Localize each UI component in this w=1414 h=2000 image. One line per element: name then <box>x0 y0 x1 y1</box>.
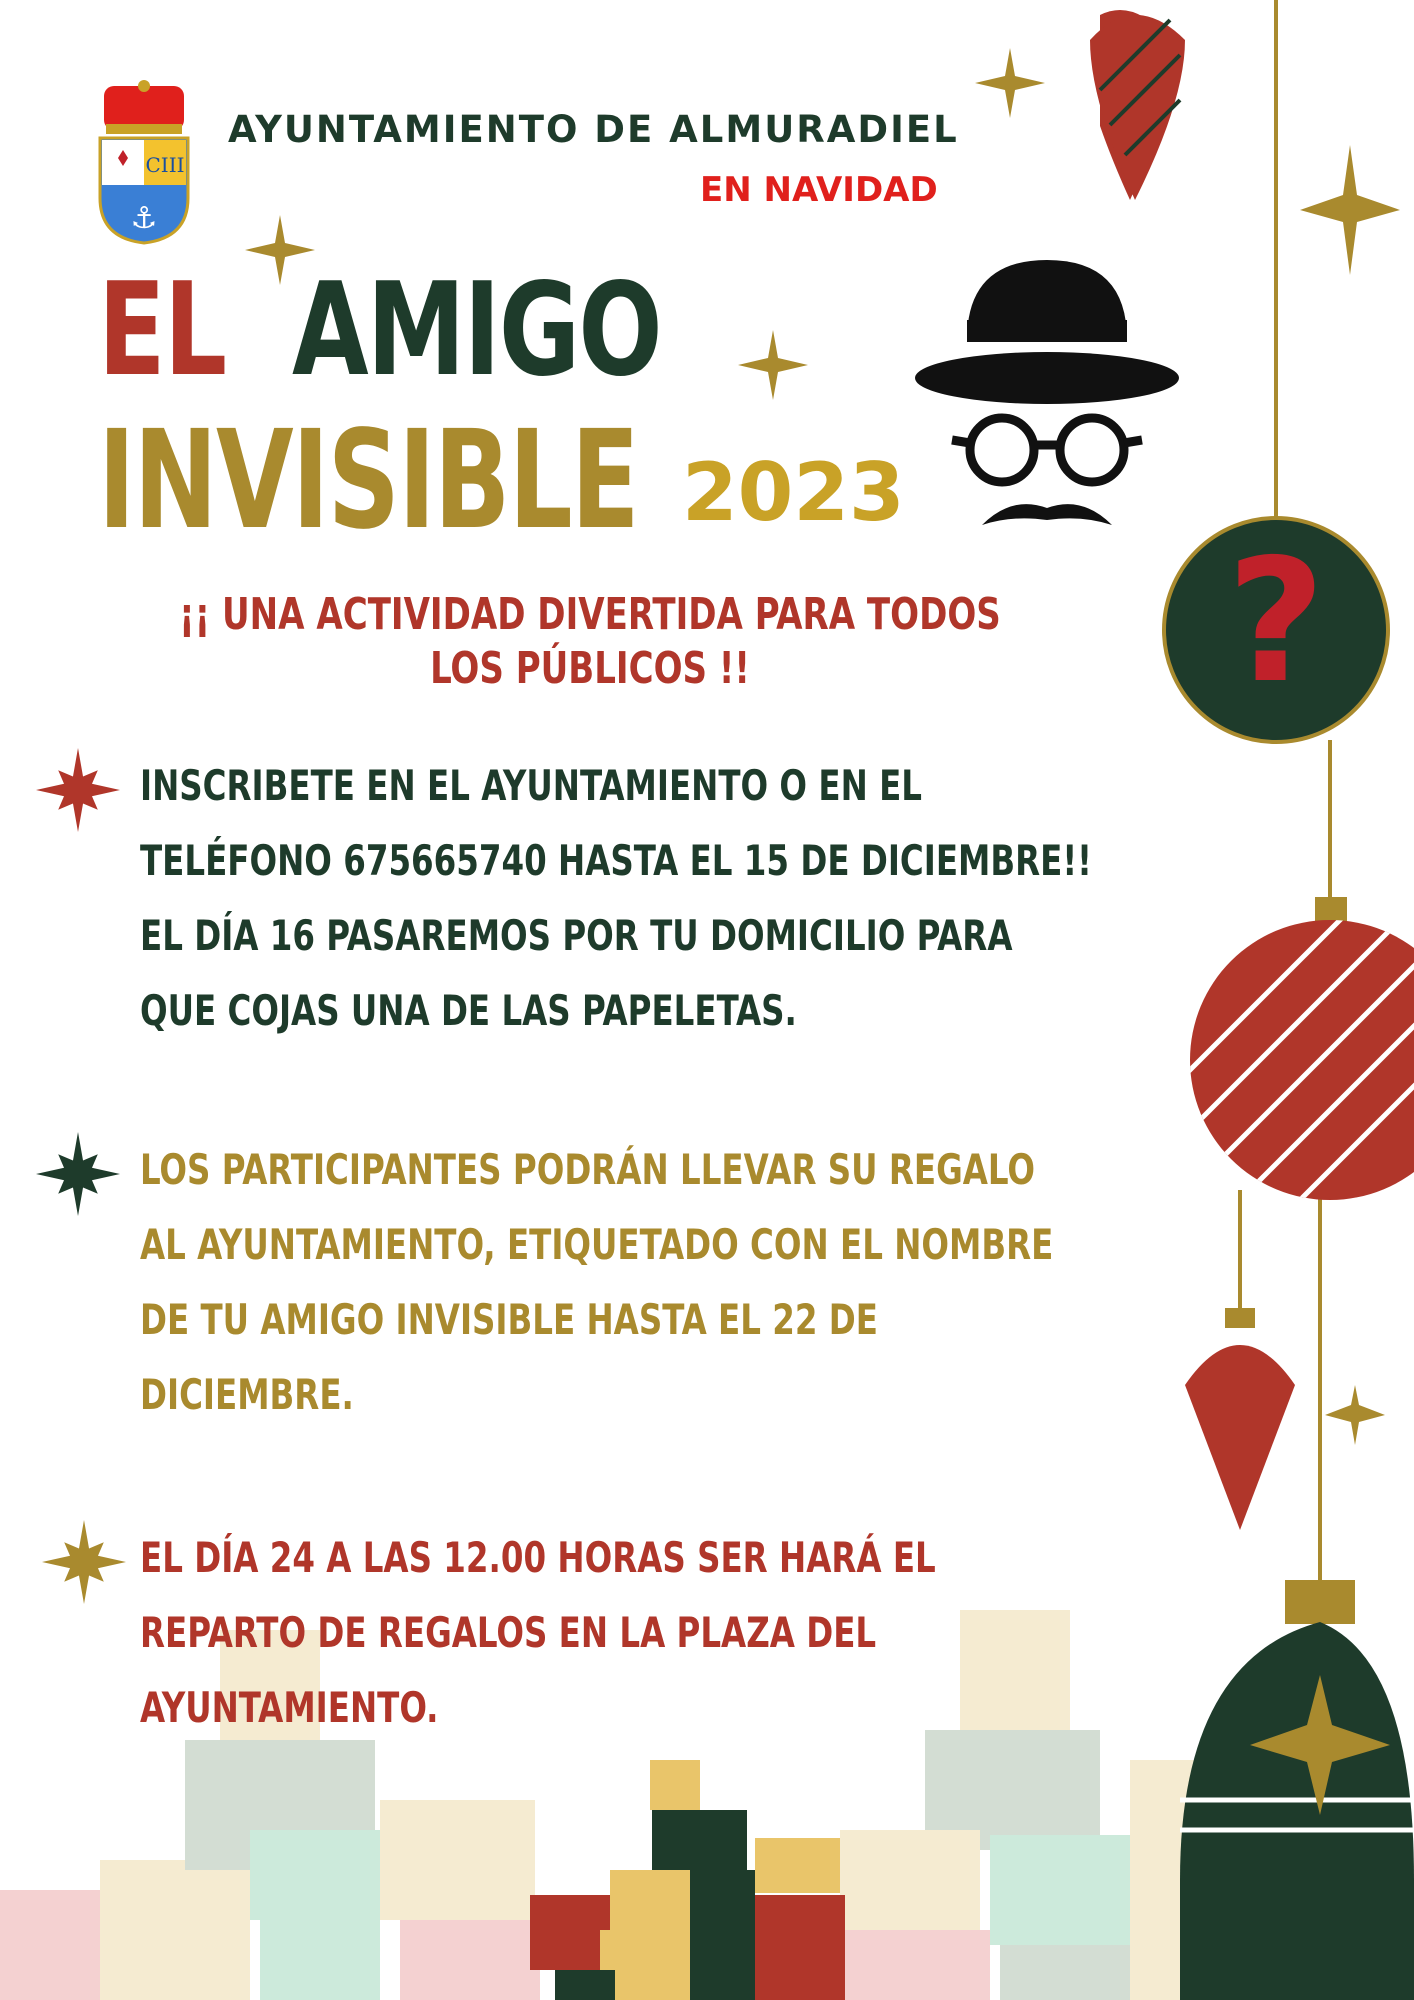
title-year: 2023 <box>682 446 905 539</box>
paragraph-line: DE TU AMIGO INVISIBLE HASTA EL 22 DE <box>140 1295 879 1344</box>
svg-text:CIII: CIII <box>145 153 185 177</box>
title-el: EL <box>98 256 226 405</box>
star-bullet-icon <box>36 748 120 832</box>
paragraph-registration <box>140 748 1093 1048</box>
paragraph-line: AYUNTAMIENTO. <box>140 1683 439 1732</box>
organization-name: AYUNTAMIENTO DE ALMURADIEL <box>228 108 959 151</box>
paragraph-line: EL DÍA 24 A LAS 12.00 HORAS SER HARÁ EL <box>140 1533 936 1582</box>
paragraph-line: QUE COJAS UNA DE LAS PAPELETAS. <box>140 986 797 1035</box>
paragraph-line: INSCRIBETE EN EL AYUNTAMIENTO O EN EL <box>140 761 922 810</box>
paragraph-line: AL AYUNTAMIENTO, ETIQUETADO CON EL NOMBRE <box>140 1220 1054 1269</box>
paragraph-distribution <box>140 1520 1034 1745</box>
tagline: ¡¡ UNA ACTIVIDAD DIVERTIDA PARA TODOS LOS PÚBLICOS !! <box>179 589 1001 694</box>
paragraph-line: LOS PARTICIPANTES PODRÁN LLEVAR SU REGALO <box>140 1145 1035 1194</box>
paragraph-line: REPARTO DE REGALOS EN LA PLAZA DEL <box>140 1608 877 1657</box>
title-amigo: AMIGO <box>292 256 661 405</box>
star-bullet-icon <box>42 1520 126 1604</box>
paragraph-line: EL DÍA 16 PASAREMOS POR TU DOMICILIO PARA <box>140 911 1013 960</box>
question-ornament-icon <box>1164 518 1388 742</box>
paragraph-line: DICIEMBRE. <box>140 1370 354 1419</box>
top-ornament-icon <box>1080 0 1200 210</box>
organization-subtitle: EN NAVIDAD <box>700 170 938 210</box>
svg-text:?: ? <box>1226 523 1326 721</box>
star-ornament-icon <box>1180 1580 1414 2000</box>
title-invisible: INVISIBLE <box>98 402 638 560</box>
incognito-hat-glasses-mustache-icon <box>912 260 1182 530</box>
star-icon <box>738 330 808 400</box>
striped-ornament-icon <box>1160 897 1414 1240</box>
coat-of-arms-icon <box>96 78 192 246</box>
svg-text:⚓: ⚓ <box>130 201 158 236</box>
paragraph-line: TELÉFONO 675665740 HASTA EL 15 DE DICIEMBRE!! <box>140 836 1093 885</box>
star-icon <box>975 48 1045 118</box>
drop-ornament-icon <box>1185 1308 1295 1530</box>
paragraph-gift-delivery <box>140 1132 1054 1432</box>
star-bullet-icon <box>36 1132 120 1216</box>
